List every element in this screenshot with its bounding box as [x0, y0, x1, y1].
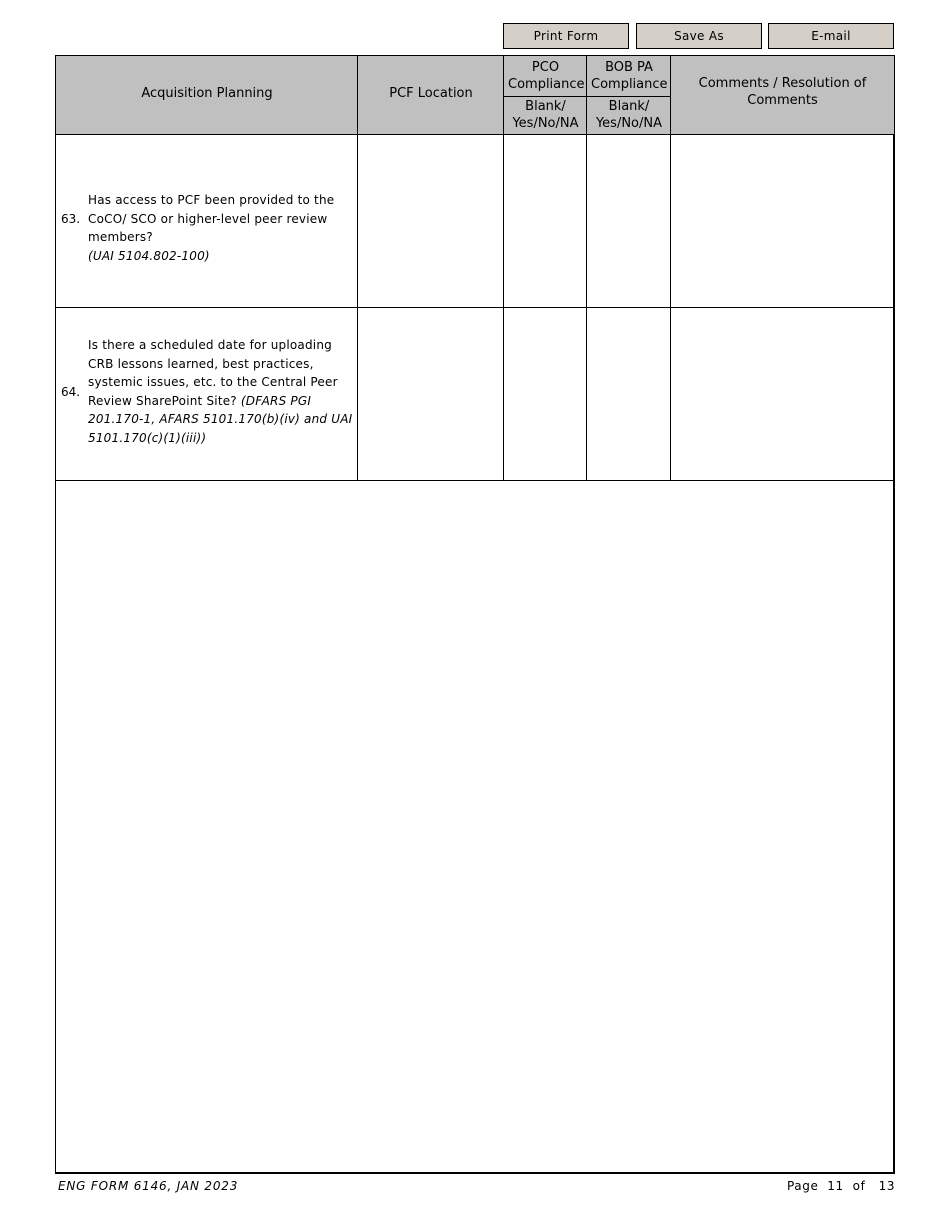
header-bob-pa-options-label: Blank/ Yes/No/NA	[595, 99, 663, 131]
pcf-location-field[interactable]	[358, 308, 503, 480]
header-pco-options-label: Blank/ Yes/No/NA	[512, 99, 579, 131]
page-total: 13	[878, 1179, 896, 1193]
page-indicator	[787, 1179, 895, 1193]
question-text	[88, 191, 356, 265]
page-current: 11	[827, 1179, 844, 1193]
bob-pa-compliance-field[interactable]	[587, 135, 670, 307]
header-acquisition-planning	[56, 56, 358, 135]
email-button[interactable]: E-mail	[768, 23, 894, 49]
header-acquisition-planning-label: Acquisition Planning	[141, 86, 273, 101]
pco-compliance-field[interactable]	[504, 308, 586, 480]
header-bob-pa-compliance	[587, 56, 671, 135]
page-label: Page	[787, 1179, 819, 1193]
question-reference: (DFARS PGI 201.170-1, AFARS 5101.170(b)(iv) and UAI 5101.170(c)(1)(iii))	[88, 393, 353, 445]
row-number: 63.	[61, 212, 81, 226]
bob-pa-header-divider	[587, 96, 671, 97]
row-number: 64.	[61, 385, 81, 399]
header-bob-pa-compliance-label: BOB PA Compliance	[591, 60, 668, 92]
bob-pa-compliance-field[interactable]	[587, 308, 670, 480]
comments-field[interactable]	[671, 135, 894, 307]
header-pcf-location	[358, 56, 504, 135]
form-id: ENG FORM 6146, JAN 2023	[58, 1179, 239, 1193]
blank-area	[56, 481, 894, 1172]
question-body: Has access to PCF been provided to the CoCO/ SCO or higher-level peer review members?	[88, 193, 335, 244]
question-body: Is there a scheduled date for uploading CRB lessons learned, best practices, systemic issues, etc. to the Central Peer Review SharePoint Site?	[88, 338, 338, 408]
page-of-label: of	[852, 1179, 866, 1193]
question-reference: (UAI 5104.802-100)	[88, 248, 210, 263]
header-pcf-location-label: PCF Location	[389, 86, 473, 101]
comments-field[interactable]	[671, 308, 894, 480]
header-comments-label: Comments / Resolution of Comments	[698, 76, 867, 108]
print-form-button[interactable]: Print Form	[503, 23, 629, 49]
header-pco-compliance	[504, 56, 587, 135]
header-comments	[671, 56, 894, 135]
save-as-button[interactable]: Save As	[636, 23, 762, 49]
pcf-location-field[interactable]	[358, 135, 503, 307]
form-table	[55, 55, 895, 1174]
pco-header-divider	[504, 96, 587, 97]
question-text	[88, 336, 356, 447]
pco-compliance-field[interactable]	[504, 135, 586, 307]
header-pco-compliance-label: PCO Compliance	[508, 60, 585, 92]
